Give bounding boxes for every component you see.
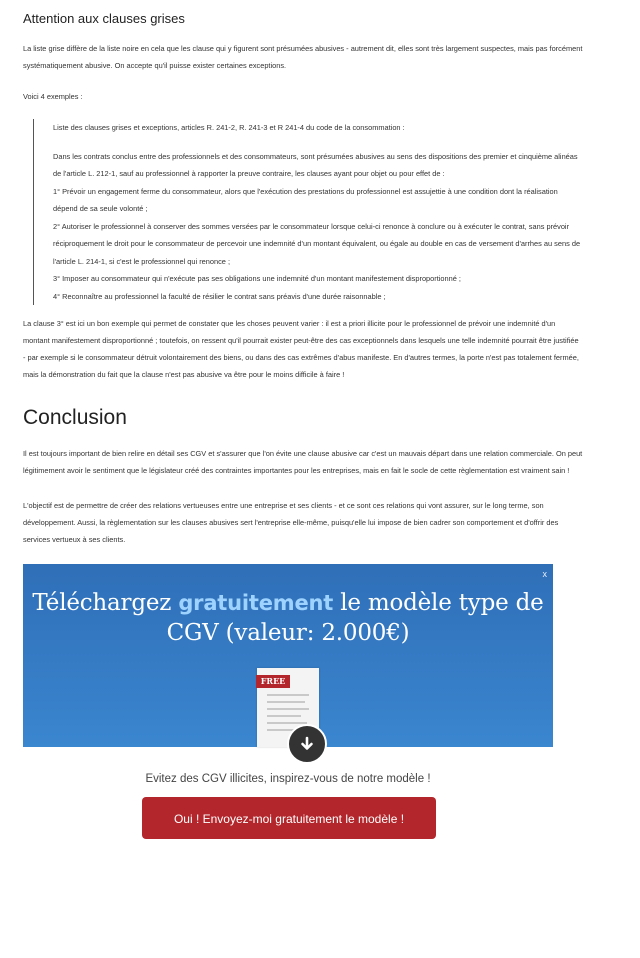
section-title: Attention aux clauses grises [23, 11, 185, 26]
quote-lead: Dans les contrats conclus entre des professionnels et des consommateurs, sont présumées abusives au sens des dispositions des premier et cinquième alinéas de l'article L. 212-1, sauf au professionnel à rapporter la preuve contraire, les clauses ayant pour objet ou pour effet de : [53, 151, 578, 178]
tagline: Evitez des CGV illicites, inspirez-vous de notre modèle ! [145, 773, 431, 785]
download-cta-button[interactable]: Oui ! Envoyez-moi gratuitement le modèle ! [142, 797, 436, 839]
intro-paragraph: La liste grise diffère de la liste noire en cela que les clause qui y figurent sont présumées abusives - autrement dit, elles sont très largement suspectes, mais pas forcément systématiquement abusive. On accepte qu'il puisse exister certaines exceptions. [23, 44, 583, 70]
free-badge: FREE [256, 675, 290, 688]
quote-item-4: 4° Reconnaître au professionnel la faculté de résilier le contrat sans préavis d'une durée raisonnable ; [53, 291, 386, 301]
blockquote [33, 119, 583, 305]
quote-heading: Liste des clauses grises et exceptions, articles R. 241-2, R. 241-3 et R 241-4 du code de la consommation : [53, 123, 405, 132]
close-icon[interactable]: x [542, 569, 547, 579]
examples-label: Voici 4 exemples : [23, 92, 83, 101]
quote-item-3: 3° Imposer au consommateur qui n'exécute pas ses obligations une indemnité d'un montant manifestement disproportionné ; [53, 274, 461, 283]
conclusion-paragraph-1: Il est toujours important de bien relire en détail ses CGV et s'assurer que l'on évite une clause abusive car c'est un mauvais départ dans une relation commerciale. On peut légitimement avoir le sentiment que le législateur créé des contraintes importantes pour les entreprises, mais en fait le socle de cette règlementation est vraiment sain ! [23, 449, 583, 475]
article-content [23, 10, 583, 839]
analysis-paragraph: La clause 3° est ici un bon exemple qui permet de constater que les choses peuvent varier : il est a priori illicite pour le professionnel de prévoir une indemnité d'un montant manifestement disproportionné ; toutefois, on ressent qu'il pourrait exister peut-être des cas exceptionnels dans lesquels une telle indemnité pourrait être justifiée - par exemple si le consommateur détruit volontairement des biens, ou dans des cas extrêmes d'abus manifeste. En d'autres termes, la porte n'est pas totalement fermée, mais la démonstration du fait que la clause n'est pas abusive va être pour le moins difficile à faire ! [23, 319, 579, 379]
conclusion-paragraph-2: L'objectif est de permettre de créer des relations vertueuses entre une entreprise et ses clients - et ce sont ces relations qui vont assurer, sur le long terme, son développement. Aussi, la règlementation sur les clauses abusives sert l'entreprise elle-même, puisqu'elle lui impose de bien cadrer son comportement et d'offrir des services vertueux à ses clients. [23, 501, 559, 544]
headline-highlight: gratuitement [178, 591, 334, 615]
download-banner[interactable] [23, 564, 553, 747]
banner-headline: Téléchargez gratuitement le modèle type de CGV (valeur: 2.000€) [32, 590, 544, 646]
conclusion-title: Conclusion [23, 406, 127, 429]
quote-item-1: 1° Prévoir un engagement ferme du consommateur, alors que l'exécution des prestations du professionnel est assujettie à une condition dont la réalisation dépend de sa seule volonté ; [53, 186, 558, 213]
quote-item-2: 2° Autoriser le professionnel à conserver des sommes versées par le consommateur lorsque celui-ci renonce à conclure ou à exécuter le contrat, sans prévoir réciproquement le droit pour le consommateur de percevoir une indemnité d'un montant équivalent, ou égale au double en cas de versement d'arrhes au sens de l'article L. 214-1, si c'est le professionnel qui renonce ; [53, 221, 581, 266]
arrow-down-circle-icon[interactable] [287, 724, 327, 764]
